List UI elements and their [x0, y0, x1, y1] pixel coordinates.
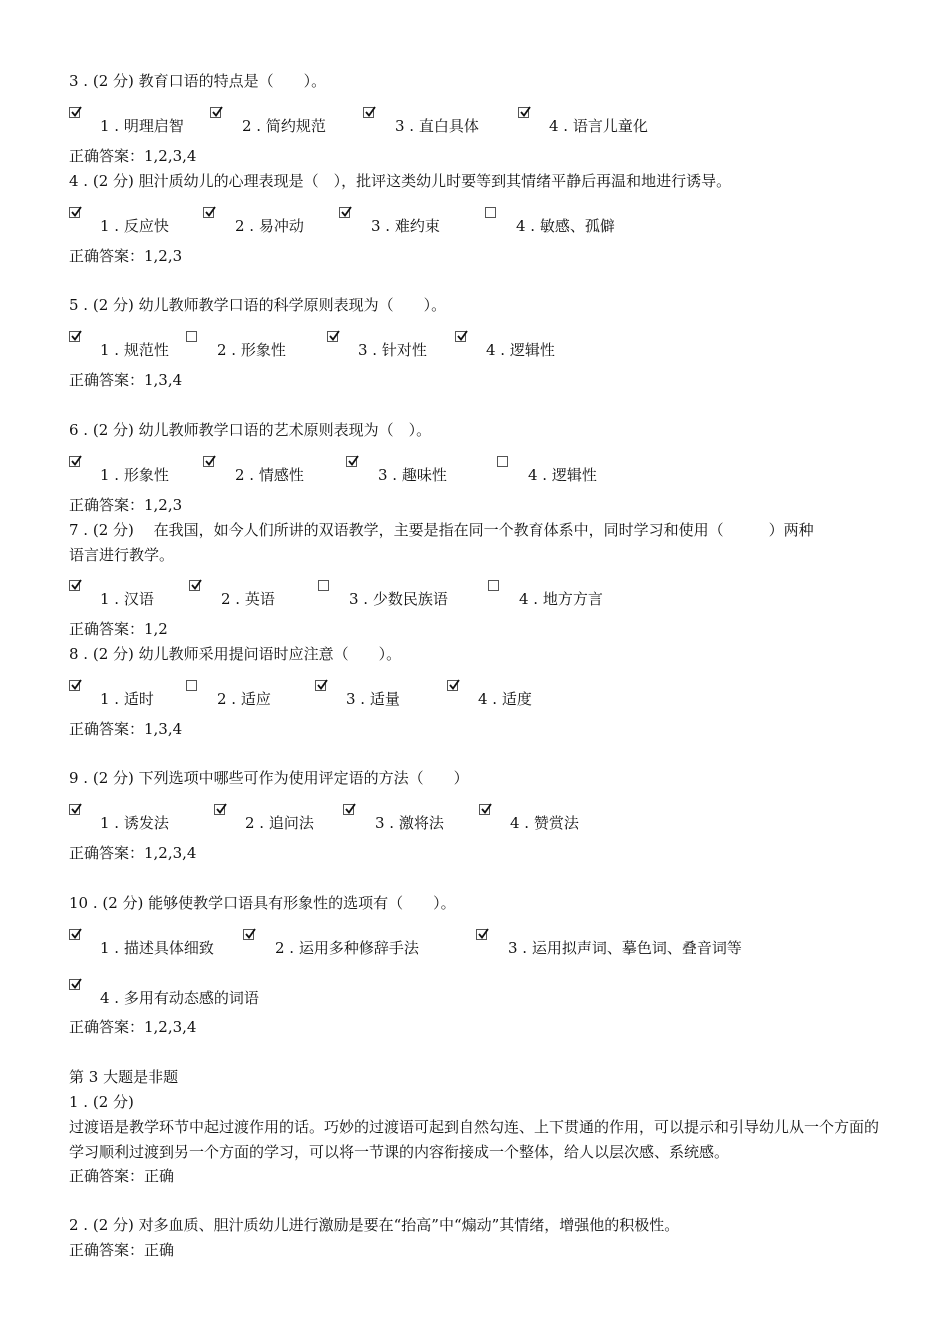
option-label: 1 . 形象性 [100, 466, 169, 484]
tf-question-1: 1 . (2 分) [69, 1093, 134, 1111]
checkbox-q8-opt2[interactable] [186, 680, 197, 691]
option-label: 2 . 易冲动 [235, 217, 304, 235]
checkbox-q6-opt1[interactable] [69, 456, 80, 467]
checkmark-icon [480, 803, 492, 815]
option-label: 3 . 直白具体 [395, 117, 479, 135]
checkbox-q7-opt1[interactable] [69, 580, 80, 591]
tf-question-1-text: 过渡语是教学环节中起过渡作用的话。巧妙的过渡语可起到自然勾连、上下贯通的作用，可以提示和引导幼儿从一个方面的学习顺利过渡到另一个方面的学习，可以将一节课的内容衔接成一个整体，给人以层次感、系统感。 [69, 1118, 880, 1161]
correct-answer-q3: 正确答案：1,2,3,4 [69, 147, 197, 165]
correct-answer-tf2: 正确答案：正确 [69, 1241, 175, 1259]
checkmark-icon [340, 206, 352, 218]
correct-answer-q6: 正确答案：1,2,3 [69, 496, 183, 514]
option-label: 4 . 赞赏法 [510, 814, 579, 832]
checkmark-icon [70, 455, 82, 467]
checkmark-icon [70, 206, 82, 218]
option-label: 3 . 运用拟声词、摹色词、叠音词等 [508, 939, 742, 957]
question-4: 4 . (2 分) 胆汁质幼儿的心理表现是（ ），批评这类幼儿时要等到其情绪平静后再温和地进行诱导。 [69, 172, 732, 190]
checkbox-q7-opt2[interactable] [189, 580, 200, 591]
option-label: 1 . 规范性 [100, 341, 169, 359]
option-label: 3 . 少数民族语 [349, 590, 448, 608]
checkbox-q3-opt4[interactable] [518, 107, 529, 118]
section-heading: 第 3 大题是非题 [69, 1068, 179, 1086]
question-7-line2: 语言进行教学。 [69, 546, 175, 564]
checkmark-icon [190, 579, 202, 591]
option-label: 3 . 难约束 [371, 217, 440, 235]
correct-answer-q8: 正确答案：1,3,4 [69, 720, 183, 738]
option-label: 2 . 运用多种修辞手法 [275, 939, 419, 957]
checkmark-icon [70, 928, 82, 940]
option-label: 2 . 追问法 [245, 814, 314, 832]
checkbox-q5-opt2[interactable] [186, 331, 197, 342]
checkmark-icon [519, 106, 531, 118]
option-label: 2 . 英语 [221, 590, 275, 608]
checkmark-icon [215, 803, 227, 815]
question-6: 6 . (2 分) 幼儿教师教学口语的艺术原则表现为（ ）。 [69, 421, 432, 439]
checkmark-icon [211, 106, 223, 118]
checkbox-q3-opt3[interactable] [363, 107, 374, 118]
option-label: 1 . 描述具体细致 [100, 939, 214, 957]
checkmark-icon [204, 455, 216, 467]
option-label: 4 . 敏感、孤僻 [516, 217, 615, 235]
checkmark-icon [70, 106, 82, 118]
checkbox-q3-opt1[interactable] [69, 107, 80, 118]
option-label: 1 . 适时 [100, 690, 154, 708]
correct-answer-q10: 正确答案：1,2,3,4 [69, 1018, 197, 1036]
checkbox-q7-opt4[interactable] [488, 580, 499, 591]
checkmark-icon [364, 106, 376, 118]
checkbox-q4-opt2[interactable] [203, 207, 214, 218]
correct-answer-q7: 正确答案：1,2 [69, 620, 168, 638]
option-label: 2 . 形象性 [217, 341, 286, 359]
checkbox-q7-opt3[interactable] [318, 580, 329, 591]
checkbox-q5-opt3[interactable] [327, 331, 338, 342]
correct-answer-q9: 正确答案：1,2,3,4 [69, 844, 197, 862]
checkbox-q6-opt2[interactable] [203, 456, 214, 467]
option-label: 2 . 简约规范 [242, 117, 326, 135]
option-label: 4 . 地方方言 [519, 590, 603, 608]
checkbox-q8-opt3[interactable] [315, 680, 326, 691]
option-label: 3 . 趣味性 [378, 466, 447, 484]
option-label: 3 . 适量 [346, 690, 400, 708]
checkbox-q9-opt2[interactable] [214, 804, 225, 815]
checkmark-icon [204, 206, 216, 218]
checkbox-q3-opt2[interactable] [210, 107, 221, 118]
checkbox-q4-opt3[interactable] [339, 207, 350, 218]
question-10: 10 . (2 分) 能够使教学口语具有形象性的选项有（ ）。 [69, 894, 456, 912]
checkbox-q10-opt3[interactable] [476, 929, 487, 940]
option-label: 1 . 反应快 [100, 217, 169, 235]
option-label: 2 . 情感性 [235, 466, 304, 484]
checkbox-q10-opt4[interactable] [69, 979, 80, 990]
checkmark-icon [70, 679, 82, 691]
question-5: 5 . (2 分) 幼儿教师教学口语的科学原则表现为（ ）。 [69, 296, 447, 314]
option-label: 4 . 语言儿童化 [549, 117, 648, 135]
option-label: 1 . 明理启智 [100, 117, 184, 135]
option-label: 4 . 逻辑性 [528, 466, 597, 484]
correct-answer-tf1: 正确答案：正确 [69, 1167, 175, 1185]
checkmark-icon [347, 455, 359, 467]
option-label: 1 . 汉语 [100, 590, 154, 608]
checkbox-q10-opt1[interactable] [69, 929, 80, 940]
option-label: 4 . 逻辑性 [486, 341, 555, 359]
checkbox-q6-opt3[interactable] [346, 456, 357, 467]
checkmark-icon [70, 978, 82, 990]
checkmark-icon [328, 330, 340, 342]
checkbox-q8-opt4[interactable] [447, 680, 458, 691]
checkbox-q10-opt2[interactable] [243, 929, 254, 940]
checkbox-q4-opt4[interactable] [485, 207, 496, 218]
checkbox-q9-opt1[interactable] [69, 804, 80, 815]
tf-question-2: 2 . (2 分) 对多血质、胆汁质幼儿进行激励是要在“抬高”中“煽动”其情绪，增强他的积极性。 [69, 1216, 680, 1234]
checkmark-icon [344, 803, 356, 815]
checkmark-icon [456, 330, 468, 342]
option-label: 3 . 针对性 [358, 341, 427, 359]
checkbox-q5-opt4[interactable] [455, 331, 466, 342]
checkbox-q5-opt1[interactable] [69, 331, 80, 342]
correct-answer-q4: 正确答案：1,2,3 [69, 247, 183, 265]
option-label: 2 . 适应 [217, 690, 271, 708]
checkmark-icon [448, 679, 460, 691]
checkbox-q9-opt3[interactable] [343, 804, 354, 815]
checkmark-icon [70, 579, 82, 591]
option-label: 4 . 多用有动态感的词语 [100, 989, 259, 1007]
option-label: 1 . 诱发法 [100, 814, 169, 832]
checkmark-icon [477, 928, 489, 940]
checkmark-icon [70, 803, 82, 815]
checkbox-q9-opt4[interactable] [479, 804, 490, 815]
checkmark-icon [70, 330, 82, 342]
question-8: 8 . (2 分) 幼儿教师采用提问语时应注意（ ）。 [69, 645, 402, 663]
checkmark-icon [316, 679, 328, 691]
checkbox-q8-opt1[interactable] [69, 680, 80, 691]
checkmark-icon [244, 928, 256, 940]
question-7-line1: 7 . (2 分) 在我国，如今人们所讲的双语教学，主要是指在同一个教育体系中，同时学习和使用（ ）两种 [69, 521, 814, 539]
checkbox-q6-opt4[interactable] [497, 456, 508, 467]
option-label: 4 . 适度 [478, 690, 532, 708]
question-3: 3 . (2 分) 教育口语的特点是（ ）。 [69, 72, 327, 90]
checkbox-q4-opt1[interactable] [69, 207, 80, 218]
option-label: 3 . 激将法 [375, 814, 444, 832]
question-9: 9 . (2 分) 下列选项中哪些可作为使用评定语的方法（ ） [69, 769, 469, 787]
correct-answer-q5: 正确答案：1,3,4 [69, 371, 183, 389]
